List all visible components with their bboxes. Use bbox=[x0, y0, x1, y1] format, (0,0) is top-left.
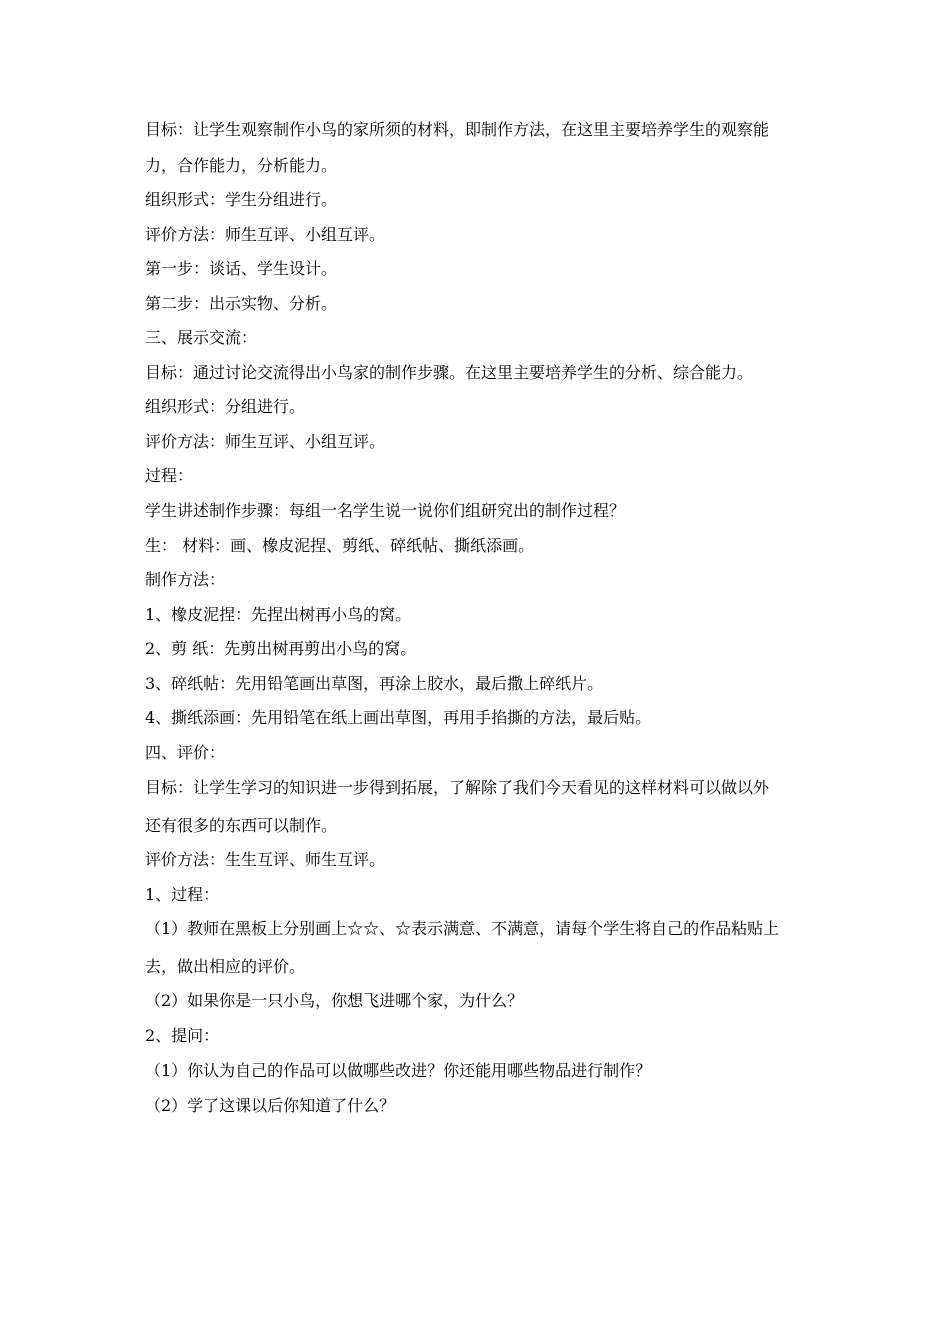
list-item: （2）如果你是一只小鸟，你想飞进哪个家，为什么？ bbox=[145, 991, 524, 1010]
paragraph-line: 生： 材料：画、橡皮泥捏、剪纸、碎纸帖、撕纸添画。 bbox=[145, 536, 535, 555]
paragraph-line: 学生讲述制作步骤：每组一名学生说一说你们组研究出的制作过程？ bbox=[145, 501, 626, 520]
section-heading: 四、评价： bbox=[145, 743, 226, 762]
paragraph-line: 组织形式：学生分组进行。 bbox=[145, 190, 338, 209]
list-item: 2、提问： bbox=[145, 1026, 220, 1045]
paragraph-line: 评价方法：师生互评、小组互评。 bbox=[145, 225, 386, 244]
paragraph-line: 目标：通过讨论交流得出小鸟家的制作步骤。在这里主要培养学生的分析、综合能力。 bbox=[145, 363, 754, 382]
list-item: 1、橡皮泥捏：先捏出树再小鸟的窝。 bbox=[145, 605, 412, 624]
list-item: （1）你认为自己的作品可以做哪些改进？你还能用哪些物品进行制作？ bbox=[145, 1061, 652, 1080]
section-heading: 三、展示交流： bbox=[145, 328, 258, 347]
list-item: （2）学了这课以后你知道了什么？ bbox=[145, 1096, 396, 1115]
paragraph-line: 评价方法：师生互评、小组互评。 bbox=[145, 432, 386, 451]
list-item: 4、撕纸添画：先用铅笔在纸上画出草图，再用手掐撕的方法，最后贴。 bbox=[145, 708, 652, 727]
paragraph-line: 目标：让学生学习的知识进一步得到拓展，了解除了我们今天看见的这样材料可以做以外 bbox=[145, 778, 770, 797]
paragraph-line: 还有很多的东西可以制作。 bbox=[145, 816, 338, 835]
paragraph-line: 目标：让学生观察制作小鸟的家所须的材料，即制作方法，在这里主要培养学生的观察能 bbox=[145, 120, 770, 139]
paragraph-line: 去，做出相应的评价。 bbox=[145, 957, 306, 976]
list-item: 1、过程： bbox=[145, 885, 220, 904]
list-item: 3、碎纸帖：先用铅笔画出草图，再涂上胶水，最后撒上碎纸片。 bbox=[145, 674, 604, 693]
paragraph-line: 评价方法：生生互评、师生互评。 bbox=[145, 850, 386, 869]
paragraph-line: 第二步：出示实物、分析。 bbox=[145, 294, 338, 313]
list-item: （1）教师在黑板上分别画上☆☆、☆表示满意、不满意，请每个学生将自己的作品粘贴上 bbox=[145, 919, 780, 938]
paragraph-line: 过程： bbox=[145, 466, 194, 485]
paragraph-line: 第一步：谈话、学生设计。 bbox=[145, 259, 338, 278]
paragraph-line: 制作方法： bbox=[145, 570, 226, 589]
paragraph-line: 力，合作能力，分析能力。 bbox=[145, 156, 338, 175]
list-item: 2、剪 纸：先剪出树再剪出小鸟的窝。 bbox=[145, 639, 417, 658]
paragraph-line: 组织形式：分组进行。 bbox=[145, 397, 306, 416]
